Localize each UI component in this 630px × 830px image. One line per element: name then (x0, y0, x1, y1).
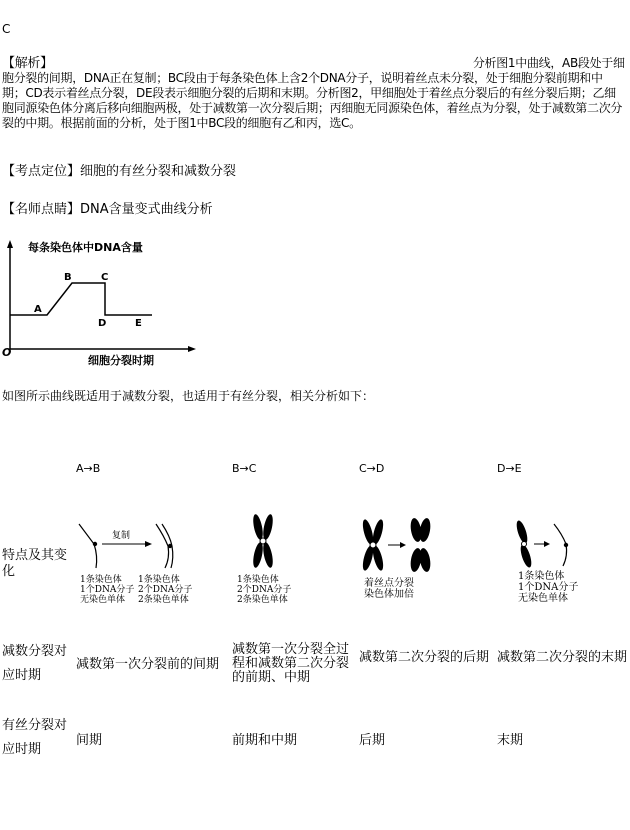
row-label-mitosis: 有丝分裂对应时期 (2, 718, 68, 757)
caption-line: 无染色单体 (518, 593, 568, 604)
caption-line: 无染色单体 (80, 595, 126, 605)
kaodian-heading: 【考点定位】细胞的有丝分裂和减数分裂 (2, 164, 237, 179)
bc-caption (237, 575, 291, 605)
chromosome-icon (514, 519, 529, 544)
caption-line: 2个DNA分子 (138, 585, 193, 595)
chromatid-icon (251, 513, 264, 540)
caption-line: 1个DNA分子 (80, 585, 135, 595)
analysis-paragraph (2, 56, 626, 131)
chromatid-icon (251, 541, 264, 568)
caption-line: 1条染色体 (80, 575, 122, 585)
caption-line: 1个DNA分子 (518, 582, 579, 593)
stage-header-ab: A→B (76, 462, 101, 475)
mitosis-cell-cd: 后期 (359, 733, 386, 748)
analysis-text: 分析图1中曲线，AB段处于细胞分裂的间期，DNA正在复制；BC段由于每条染色体上含2个DNA分子，说明着丝点未分裂，处于细胞分裂前期和中期；CD表示着丝点分裂，DE段表示细胞分裂的后期和末期。分析图2，甲细胞处于着丝点分裂后的有丝分裂后期；乙细胞同源染色体分离后移向细胞两极，处于减数第一次分裂后期；丙细胞无同源染色体，着丝点为分裂，处于减数第二次分裂的中期。根据前面的分析，处于图1中BC段的细胞有乙和丙，选C。 (2, 56, 625, 130)
centromere-icon (168, 544, 172, 548)
meiosis-cell-cd: 减数第二次分裂的后期 (359, 650, 490, 665)
point-c-label: C (101, 272, 109, 283)
point-d-label: D (98, 318, 107, 329)
caption-line: 2条染色单体 (138, 595, 189, 605)
graph-origin: O (2, 346, 12, 359)
row-label-meiosis: 减数分裂对应时期 (2, 644, 68, 683)
ab-left-caption (80, 575, 134, 605)
separation-arrowhead (400, 542, 406, 548)
intro-text: 如图所示曲线既适用于减数分裂，也适用于有丝分裂，相关分析如下： (2, 389, 375, 403)
meiosis-cell-bc: 减数第一次分裂全过程和减数第二次分裂的前期、中期 (232, 642, 350, 685)
caption-line: 1条染色体 (518, 571, 565, 582)
point-e-label: E (135, 318, 142, 329)
de-caption (518, 571, 578, 604)
centromere-icon (93, 542, 97, 546)
caption-line: 1条染色体 (138, 575, 180, 585)
chromatid-icon (261, 513, 274, 540)
cd-caption (364, 578, 414, 600)
ab-right-caption (138, 575, 192, 605)
caption-line: 着丝点分裂 (364, 578, 414, 589)
caption-line: 1条染色体 (237, 575, 279, 585)
de-diagram (508, 518, 578, 570)
y-axis-arrow (7, 240, 13, 248)
single-chromosome-icon (79, 524, 97, 568)
graph-ylabel: 每条染色体中DNA含量 (28, 241, 143, 254)
centromere-icon (564, 543, 568, 547)
replicate-label: 复制 (112, 531, 131, 541)
answer-letter: C (2, 22, 11, 36)
point-a-label: A (34, 304, 42, 315)
mitosis-cell-ab: 间期 (76, 733, 103, 748)
centromere-icon (370, 542, 376, 548)
x-axis-arrow (188, 346, 196, 352)
graph-xlabel: 细胞分裂时期 (88, 354, 154, 367)
caption-line: 染色体加倍 (364, 589, 414, 600)
ab-replication-diagram (74, 518, 194, 573)
mitosis-cell-bc: 前期和中期 (232, 733, 298, 748)
mitosis-cell-de: 末期 (497, 733, 524, 748)
cd-separation-diagram (360, 516, 440, 576)
meiosis-cell-de: 减数第二次分裂的末期 (497, 650, 628, 665)
caption-line: 2个DNA分子 (237, 585, 292, 595)
row-label-features: 特点及其变化 (2, 548, 68, 579)
mingshi-heading: 【名师点睛】DNA含量变式曲线分析 (2, 202, 213, 217)
bc-chromosome-diagram (244, 512, 284, 572)
centromere-icon (522, 542, 527, 547)
stage-header-bc: B→C (232, 462, 257, 475)
chromatid-icon (261, 541, 274, 568)
stage-header-de: D→E (497, 462, 522, 475)
chromosome-icon (518, 543, 533, 568)
stage-header-cd: C→D (359, 462, 385, 475)
dna-curve (10, 283, 152, 315)
de-arrowhead (544, 541, 550, 547)
meiosis-cell-ab: 减数第一次分裂前的间期 (76, 657, 220, 672)
replicate-arrowhead (145, 541, 152, 547)
point-b-label: B (64, 272, 72, 283)
caption-line: 2条染色单体 (237, 595, 288, 605)
dna-content-graph (0, 232, 200, 372)
analysis-label: 【解析】 (2, 56, 53, 71)
centromere-icon (260, 538, 266, 544)
